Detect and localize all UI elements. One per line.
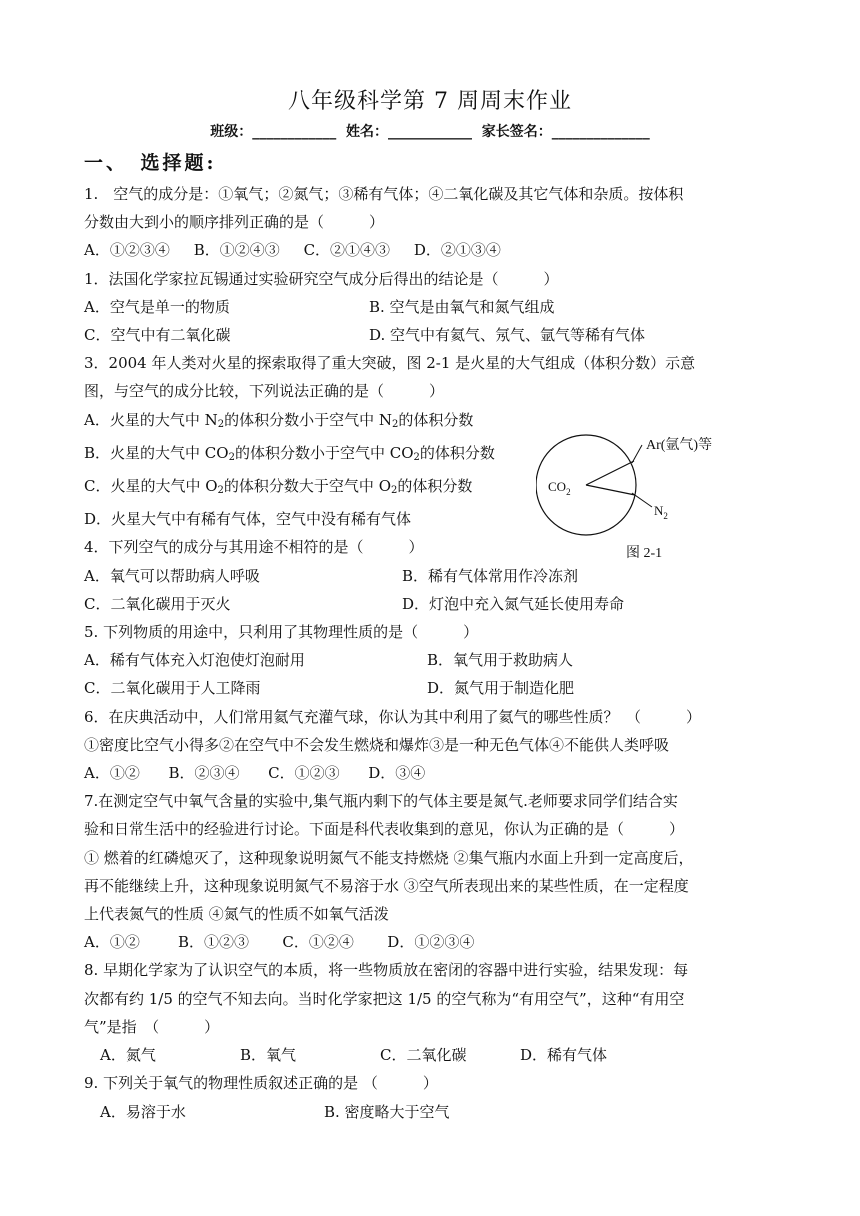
q3-stem-line1: 3．2004 年人类对火星的探索取得了重大突破，图 2-1 是火星的大气组成（体积分数）示意 — [84, 354, 696, 373]
q9-stem: 9. 下列关于氧气的物理性质叙述正确的是 （ ） — [84, 1074, 438, 1093]
q8-stem-line1: 8. 早期化学家为了认识空气的本质，将一些物质放在密闭的容器中进行实验，结果发现：每 — [84, 961, 689, 980]
ar-leader-line — [632, 445, 642, 463]
q9-option-b[interactable]: B. 密度略大于空气 — [324, 1102, 450, 1121]
q4-options-row2 — [84, 590, 784, 618]
q5-option-b[interactable]: B．氧气用于救助病人 — [427, 651, 574, 670]
section-heading: 一、 选择题: — [84, 152, 217, 174]
q1-options — [84, 236, 784, 264]
q3-option-a[interactable]: A．火星的大气中 $N_2$的体积分数小于空气中 $N_2$的体积分数 — [84, 410, 474, 430]
class-field[interactable]: 班级：____________ — [210, 124, 337, 140]
q2-option-c[interactable]: C．空气中有二氧化碳 — [84, 326, 231, 345]
q4-stem: 4．下列空气的成分与其用途不相符的是（ ） — [84, 538, 424, 557]
q3-option-c[interactable]: C．火星的大气中 $O_2$的体积分数大于空气中 $O_2$的体积分数 — [84, 477, 473, 497]
pie-label-ar: Ar(氩气)等 — [646, 438, 713, 454]
q2-option-d[interactable]: D. 空气中有氦气、氖气、氩气等稀有气体 — [369, 326, 646, 345]
q4-options-row1 — [84, 562, 784, 590]
q7-options — [84, 928, 784, 956]
q1-option-c[interactable]: C．②①④③ — [303, 241, 391, 260]
q6-option-d[interactable]: D．③④ — [368, 764, 426, 783]
q1-option-a[interactable]: A．①②③④ — [84, 241, 170, 260]
q4-option-a[interactable]: A．氧气可以帮助病人呼吸 — [84, 566, 260, 585]
q8-option-c[interactable]: C．二氧化碳 — [380, 1046, 467, 1065]
q7-option-b[interactable]: B．①②③ — [178, 933, 250, 952]
q1-stem-line2: 分数由大到小的顺序排列正确的是（ ） — [84, 213, 385, 232]
q6-stem: 6．在庆典活动中，人们常用氦气充灌气球，你认为其中利用了氦气的哪些性质？ （ ） — [84, 707, 702, 726]
q8-option-d[interactable]: D．稀有气体 — [520, 1046, 608, 1065]
q2-stem: 1．法国化学家拉瓦锡通过实验研究空气成分后得出的结论是（ ） — [84, 269, 559, 288]
q9-option-a[interactable]: A．易溶于水 — [100, 1102, 186, 1121]
q9-options — [84, 1098, 784, 1126]
q2-options-row2 — [84, 321, 784, 349]
q1-stem-line1: 1. 空气的成分是：①氧气；②氮气；③稀有气体；④二氧化碳及其它气体和杂质。按体积 — [84, 185, 684, 203]
q7-option-d[interactable]: D．①②③④ — [387, 933, 475, 952]
q6-option-b[interactable]: B．②③④ — [168, 764, 240, 783]
q7-option-c[interactable]: C．①②④ — [282, 933, 354, 952]
pie-divider-ar — [586, 461, 634, 485]
q1-option-d[interactable]: D．②①③④ — [413, 241, 501, 260]
q2-option-b[interactable]: B. 空气是由氧气和氮气组成 — [369, 297, 555, 316]
q8-stem-line2: 次都有约 1/5 的空气不知去向。当时化学家把这 1/5 的空气称为“有用空气”，这种“有用空 — [84, 989, 685, 1008]
q7-body-line2: 再不能继续上升，这种现象说明氮气不易溶于水 ③空气所表现出来的某些性质，在一定程度 — [84, 876, 689, 895]
q4-option-d[interactable]: D．灯泡中充入氮气延长使用寿命 — [402, 594, 625, 613]
q6-option-c[interactable]: C．①②③ — [268, 764, 340, 783]
q6-statement: ①密度比空气小得多②在空气中不会发生燃烧和爆炸③是一种无色气体④不能供人类呼吸 — [84, 735, 670, 754]
q8-option-a[interactable]: A．氮气 — [100, 1046, 156, 1065]
q8-stem-line3: 气”是指 （ ） — [84, 1017, 220, 1036]
pie-label-n2: $N_2$ — [654, 503, 668, 522]
q3-option-d[interactable]: D．火星大气中有稀有气体，空气中没有稀有气体 — [84, 510, 412, 529]
q4-option-c[interactable]: C．二氧化碳用于灭火 — [84, 594, 231, 613]
figure-caption: 图 2-1 — [626, 546, 663, 560]
q3-stem-line2: 图，与空气的成分比较，下列说法正确的是（ ） — [84, 382, 445, 401]
q8-options — [84, 1041, 784, 1069]
q7-option-a[interactable]: A．①② — [84, 933, 140, 952]
q7-body-line1: ① 燃着的红磷熄灭了，这种现象说明氮气不能支持燃烧 ②集气瓶内水面上升到一定高度后， — [84, 848, 694, 867]
q1-option-b[interactable]: B．①②④③ — [193, 241, 280, 260]
pie-label-co2: $CO_2$ — [548, 479, 571, 498]
q7-body-line3: 上代表氮气的性质 ④氮气的性质不如氧气活泼 — [84, 905, 389, 924]
q6-options — [84, 759, 784, 787]
page-title: 八年级科学第 7 周周末作业 — [288, 89, 572, 114]
q5-option-a[interactable]: A．稀有气体充入灯泡使灯泡耐用 — [84, 651, 305, 670]
q6-option-a[interactable]: A．①② — [84, 764, 140, 783]
n2-leader-line — [632, 493, 652, 507]
name-field[interactable]: 姓名：____________ — [346, 124, 472, 140]
q5-option-c[interactable]: C．二氧化碳用于人工降雨 — [84, 679, 261, 698]
student-info-line — [0, 121, 860, 141]
q5-option-d[interactable]: D．氮气用于制造化肥 — [427, 679, 575, 698]
q2-options-row1 — [84, 293, 784, 321]
q5-stem: 5. 下列物质的用途中，只利用了其物理性质的是（ ） — [84, 623, 479, 642]
q5-options-row1 — [84, 646, 784, 674]
q4-option-b[interactable]: B．稀有气体常用作冷冻剂 — [402, 566, 579, 585]
q7-stem-line1: 7.在测定空气中氧气含量的实验中,集气瓶内剩下的气体主要是氮气.老师要求同学们结合实 — [84, 792, 678, 811]
q3-option-b[interactable]: B．火星的大气中 $CO_2$的体积分数小于空气中 $CO_2$的体积分数 — [84, 443, 495, 463]
pie-divider-n2 — [586, 485, 635, 495]
parent-signature-field[interactable]: 家长签名：______________ — [481, 124, 650, 140]
q2-option-a[interactable]: A．空气是单一的物质 — [84, 297, 230, 316]
q7-stem-line2: 验和日常生活中的经验进行讨论。下面是科代表收集到的意见，你认为正确的是（ ） — [84, 820, 685, 839]
mars-atmosphere-pie-figure — [536, 409, 776, 559]
q8-option-b[interactable]: B．氧气 — [240, 1046, 297, 1065]
q5-options-row2 — [84, 674, 784, 702]
question-list — [84, 180, 784, 1126]
